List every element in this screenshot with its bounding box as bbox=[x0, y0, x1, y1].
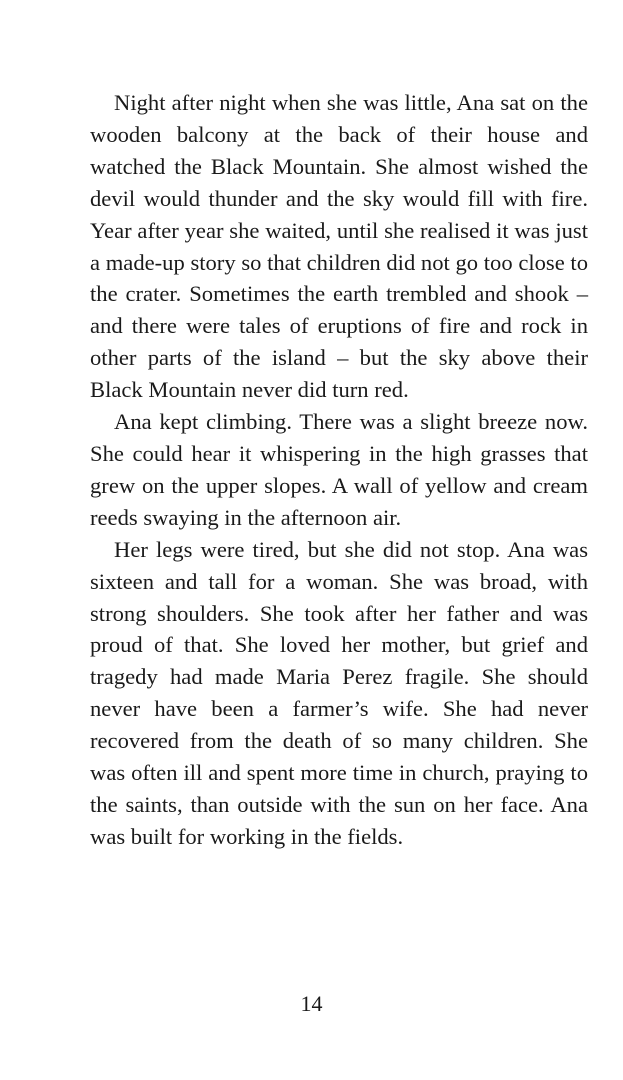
paragraph-3: Her legs were tired, but she did not stop. Ana was sixteen and tall for a woman. She was broad, with strong shoulders. She took after her father and was proud of that. She loved her mother, but grief and tragedy had made Maria Perez fragile. She should never have been a farmer’s wife. She had never recovered from the death of so many children. She was often ill and spent more time in church, praying to the saints, than outside with the sun on her face. Ana was built for working in the fields. bbox=[90, 536, 588, 849]
page-number: 14 bbox=[300, 991, 323, 1016]
body-text bbox=[90, 87, 588, 853]
paragraph-1: Night after night when she was little, Ana sat on the wooden balcony at the back of their house and watched the Black Mountain. She almost wished the devil would thunder and the sky would fill with fire. Year after year she waited, until she realised it was just a made-up story so that children did not go too close to the crater. Sometimes the earth trembled and shook – and there were tales of eruptions of fire and rock in other parts of the island – but the sky above their Black Mountain never did turn red. bbox=[90, 90, 588, 403]
paragraph-2: Ana kept climbing. There was a slight breeze now. She could hear it whispering in the high grasses that grew on the upper slopes. A wall of yellow and cream reeds swaying in the afternoon air. bbox=[90, 409, 588, 530]
